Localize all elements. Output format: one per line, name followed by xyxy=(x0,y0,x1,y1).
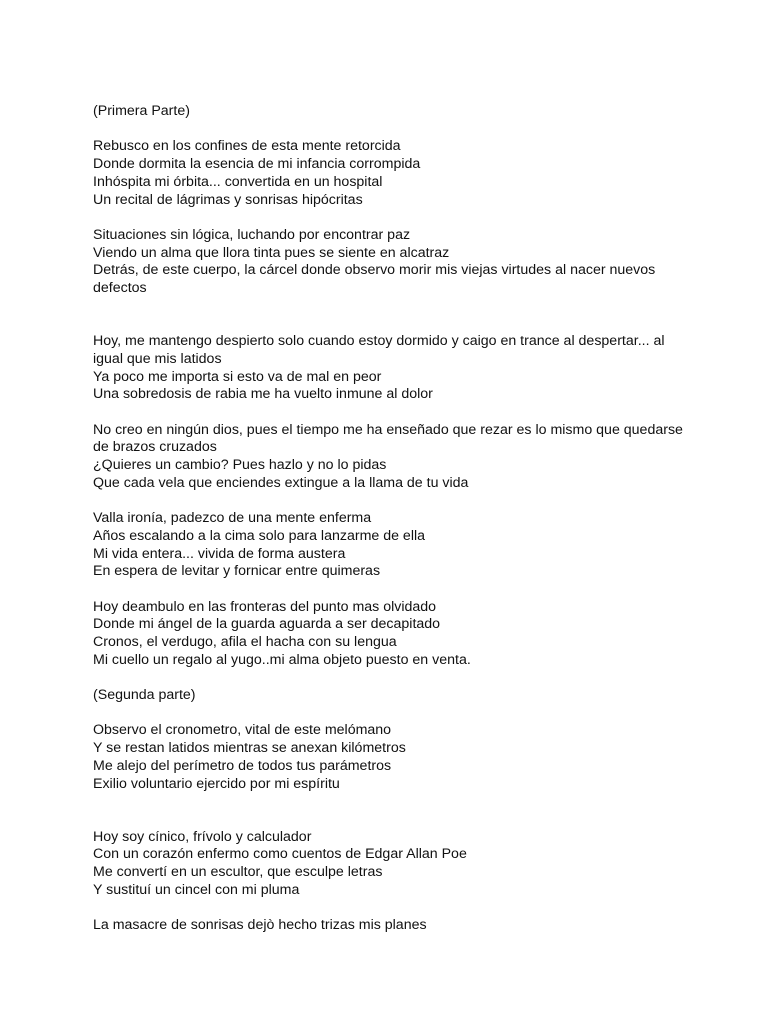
poem-line: Una sobredosis de rabia me ha vuelto inmune al dolor xyxy=(93,386,433,403)
part-heading: (Segunda parte) xyxy=(93,687,196,704)
poem-line: La masacre de sonrisas dejò hecho trizas mis planes xyxy=(93,917,427,934)
poem-line: Rebusco en los confines de esta mente retorcida xyxy=(93,138,401,155)
poem-line: Que cada vela que enciendes extingue a la llama de tu vida xyxy=(93,474,469,491)
poem-line: En espera de levitar y fornicar entre quimeras xyxy=(93,563,381,580)
poem-line: Hoy, me mantengo despierto solo cuando estoy dormido y caigo en trance al despertar... al igual que mis latidos xyxy=(93,333,665,367)
poem-line: ¿Quieres un cambio? Pues hazlo y no lo pidas xyxy=(93,457,387,473)
poem-line: Mi vida entera... vivida de forma austera xyxy=(93,545,346,562)
poem-line: Donde dormita la esencia de mi infancia corrompida xyxy=(93,156,421,173)
poem-line: Donde mi ángel de la guarda aguarda a ser decapitado xyxy=(93,616,441,633)
poem-line: Años escalando a la cima solo para lanzarme de ella xyxy=(93,527,426,544)
poem-line: Valla ironía, padezco de una mente enferma xyxy=(93,510,372,527)
poem-line: Ya poco me importa si esto va de mal en peor xyxy=(93,368,382,385)
poem-line: No creo en ningún dios, pues el tiempo me ha enseñado que rezar es lo mismo que quedarse de brazos cruzados xyxy=(93,421,683,456)
poem-line: Hoy soy cínico, frívolo y calculador xyxy=(93,828,312,845)
poem-line: Hoy deambulo en las fronteras del punto mas olvidado xyxy=(93,598,437,615)
poem-line: Y sustituí un cincel con mi pluma xyxy=(93,881,300,898)
poem-line: Exilio voluntario ejercido por mi espíritu xyxy=(93,775,340,792)
poem-line: Situaciones sin lógica, luchando por encontrar paz xyxy=(93,226,411,243)
poem-line: Me convertí en un escultor, que esculpe letras xyxy=(93,864,383,881)
poem-line: Observo el cronometro, vital de este melómano xyxy=(93,722,392,739)
poem-line: Cronos, el verdugo, afila el hacha con su lengua xyxy=(93,634,397,650)
poem-line: Detrás, de este cuerpo, la cárcel donde observo morir mis viejas virtudes al nacer nuevos defectos xyxy=(93,262,656,296)
poem-line: Un recital de lágrimas y sonrisas hipócritas xyxy=(93,191,363,208)
poem-line: Viendo un alma que llora tinta pues se siente en alcatraz xyxy=(93,244,450,261)
poem-line: Con un corazón enfermo como cuentos de Edgar Allan Poe xyxy=(93,846,467,863)
poem-line: Me alejo del perímetro de todos tus parámetros xyxy=(93,757,392,774)
poem-line: Inhóspita mi órbita... convertida en un hospital xyxy=(93,173,383,190)
poem-line: Y se restan latidos mientras se anexan kilómetros xyxy=(93,740,406,757)
document-page xyxy=(93,103,683,935)
part-heading: (Primera Parte) xyxy=(93,103,190,119)
poem-line: Mi cuello un regalo al yugo..mi alma objeto puesto en venta. xyxy=(93,651,471,668)
